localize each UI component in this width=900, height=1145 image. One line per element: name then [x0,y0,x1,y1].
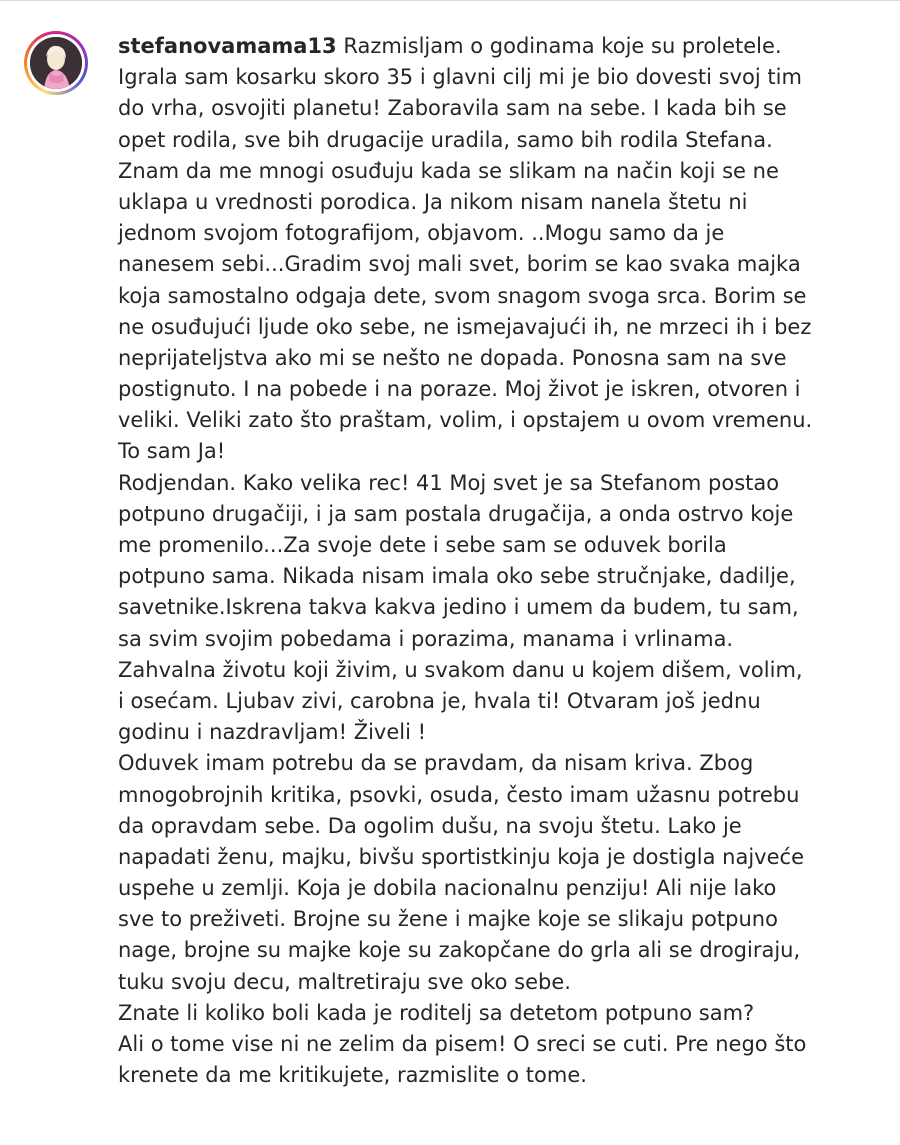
caption-line: mnogobrojnih kritika, psovki, osuda, često imam užasnu potrebu [118,782,800,807]
caption-line: uspehe u zemlji. Koja je dobila nacionalnu penziju! Ali nije lako [118,876,777,901]
story-ring[interactable] [24,31,88,95]
caption-line: savetnike.Iskrena takva kakva jedino i umem da budem, tu sam, [118,595,799,620]
caption-line: koja samostalno odgaja dete, svom snagom svoga srca. Borim se [118,283,807,308]
caption-line: veliki. Veliki zato što praštam, volim, i opstajem u ovom vremenu. [118,408,813,433]
caption-line: potpuno drugačiji, i ja sam postala drugačija, a onda ostrvo koje [118,501,794,526]
username-link[interactable]: stefanovamama13 [118,34,337,58]
caption-line: ne osuđujući ljude oko sebe, ne ismejavajući ih, ne mrzeci ih i bez [118,314,812,339]
caption-line: Znam da me mnogi osuđuju kada se slikam na način koji se ne [118,158,779,183]
caption-line: tuku svoju decu, maltretiraju sve oko sebe. [118,969,571,994]
caption-line-text: Razmisljam o godinama koje su proletele. [343,34,782,58]
caption-line: Igrala sam kosarku skoro 35 i glavni cilj mi je bio dovesti svoj tim [118,65,802,90]
caption-line: krenete da me kritikujete, razmislite o tome. [118,1063,587,1088]
caption-line: sa svim svojim pobedama i porazima, manama i vrlinama. [118,626,734,651]
caption-line: Ali o tome vise ni ne zelim da pisem! O sreci se cuti. Pre nego što [118,1032,807,1056]
caption-line: opet rodila, sve bih drugacije uradila, samo bih rodila Stefana. [118,127,773,152]
caption-line: potpuno sama. Nikada nisam imala oko sebe stručnjake, dadilje, [118,564,796,589]
caption-line: Rodjendan. Kako velika rec! 41 Moj svet je sa Stefanom postao [118,470,780,495]
caption-line: Znate li koliko boli kada je roditelj sa detetom potpuno sam? [118,1000,755,1025]
profile-photo-icon [30,37,82,89]
caption-line: me promenilo...Za svoje dete i sebe sam se oduvek borila [118,533,727,557]
avatar-gap [27,34,85,92]
caption-line [118,31,888,62]
caption-line: Zahvalna životu koji živim, u svakom danu u kojem dišem, volim, [118,657,803,682]
caption-line: i osećam. Ljubav zivi, carobna je, hvala ti! Otvaram još jednu [118,688,761,713]
caption-line: uklapa u vrednosti porodica. Ja nikom nisam nanela štetu ni [118,189,748,214]
caption-line: da opravdam sebe. Da ogolim dušu, na svoju štetu. Lako je [118,813,742,838]
caption-line: nage, brojne su majke koje su zakopčane do grla ali se drogiraju, [118,938,801,963]
caption-line: godinu i nazdravljam! Živeli ! [118,720,427,745]
caption-line: nanesem sebi...Gradim svoj mali svet, borim se kao svaka majka [118,252,801,277]
caption-line: Oduvek imam potrebu da se pravdam, da nisam kriva. Zbog [118,751,754,776]
caption-line: To sam Ja! [118,439,226,464]
caption-line: neprijateljstva ako mi se nešto ne dopada. Ponosna sam na sve [118,345,787,370]
caption-text [118,31,888,1091]
caption-line: jednom svojom fotografijom, objavom. ..Mogu samo da je [118,221,725,246]
caption-line: postignuto. I na pobede i na poraze. Moj život je iskren, otvoren i [118,377,801,402]
caption-line: napadati ženu, majku, bivšu sportistkinju koja je dostigla najveće [118,844,804,869]
avatar[interactable] [30,37,82,89]
caption-line: do vrha, osvojiti planetu! Zaboravila sam na sebe. I kada bih se [118,96,787,121]
caption-line: sve to preživeti. Brojne su žene i majke koje se slikaju potpuno [118,907,778,932]
